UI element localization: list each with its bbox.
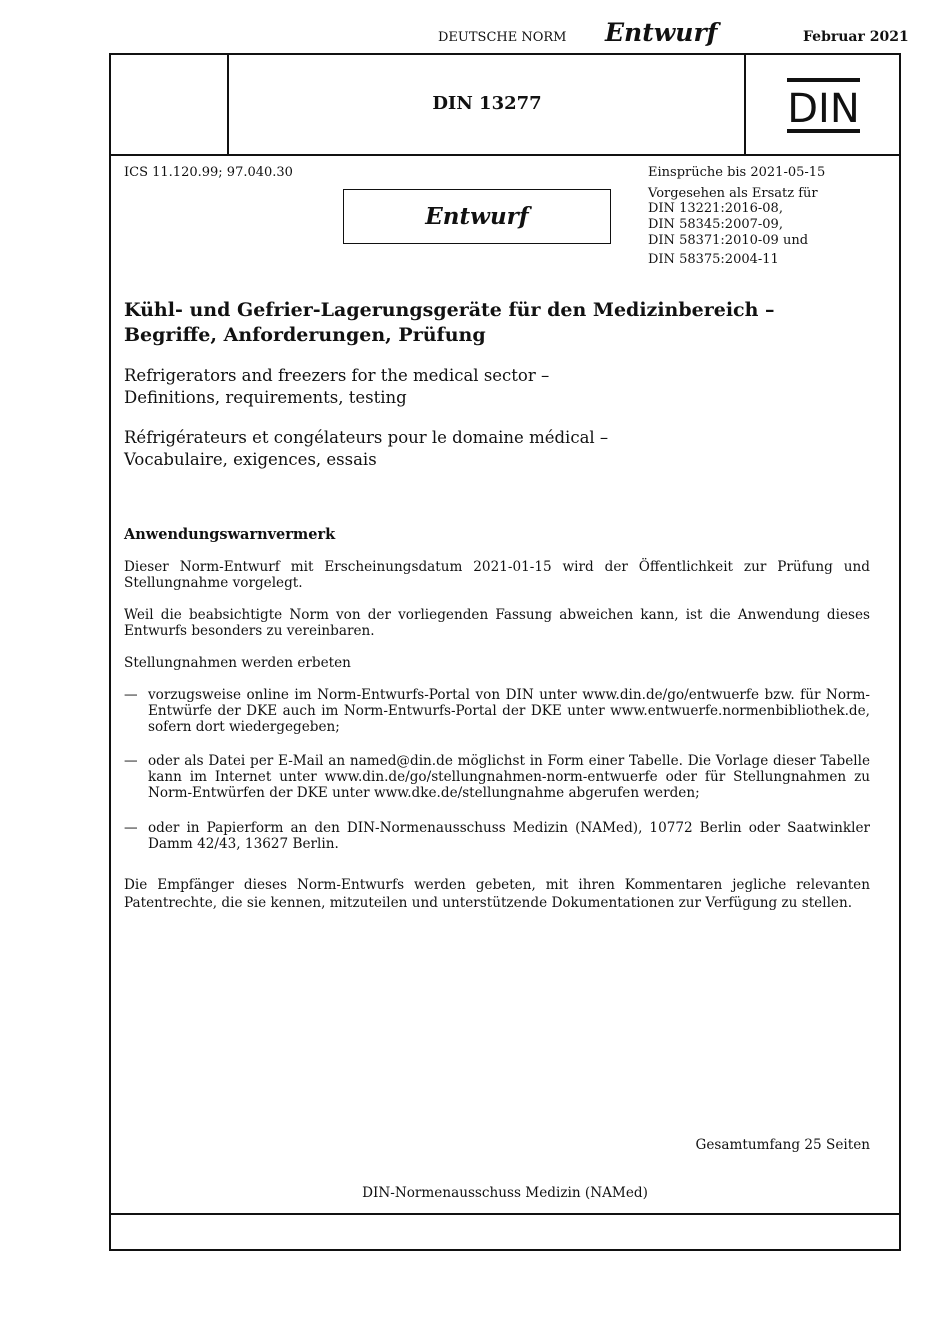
notice-paragraph: Dieser Norm-Entwurf mit Erscheinungsdatum 2021-01-15 wird der Öffentlichkeit zur Prüfung und Stellungnahme vorgelegt. bbox=[124, 559, 870, 591]
header-left-divider bbox=[227, 53, 229, 155]
header-right-divider bbox=[744, 53, 746, 155]
draft-box: Entwurf bbox=[343, 189, 611, 244]
bullet-dash: — bbox=[124, 820, 138, 836]
replacement-item: DIN 58345:2007-09, bbox=[648, 217, 783, 232]
list-item-text: vorzugsweise online im Norm-Entwurfs-Portal von DIN unter www.din.de/go/entwuerfe bzw. für Norm-Entwürfe der DKE auch im Norm-Entwurfs-Portal der DKE unter www.entwuerfe.normenbibliothek.de, sofern dort wiedergegeben; bbox=[148, 687, 870, 735]
committee-name: DIN-Normenausschuss Medizin (NAMed) bbox=[362, 1185, 648, 1201]
notice-paragraph: Weil die beabsichtigte Norm von der vorliegenden Fassung abweichen kann, ist die Anwendung dieses Entwurfs besonders zu vereinbaren. bbox=[124, 607, 870, 639]
title-german-line1: Kühl- und Gefrier-Lagerungsgeräte für den Medizinbereich – bbox=[124, 299, 775, 321]
title-french-line2: Vocabulaire, exigences, essais bbox=[124, 450, 377, 469]
objection-deadline: Einsprüche bis 2021-05-15 bbox=[648, 165, 826, 180]
standard-type-label: DEUTSCHE NORM bbox=[438, 30, 567, 45]
title-french-line1: Réfrigérateurs et congélateurs pour le domaine médical – bbox=[124, 428, 609, 447]
draft-status-label: Entwurf bbox=[605, 18, 718, 47]
list-item bbox=[124, 687, 870, 735]
footer-divider bbox=[109, 1213, 901, 1215]
notice-heading: Anwendungswarnvermerk bbox=[124, 526, 336, 543]
publication-date: Februar 2021 bbox=[803, 29, 909, 45]
bullet-dash: — bbox=[124, 687, 138, 703]
din-logo bbox=[787, 78, 860, 133]
bullet-dash: — bbox=[124, 753, 138, 769]
list-item bbox=[124, 820, 870, 852]
ics-code: ICS 11.120.99; 97.040.30 bbox=[124, 165, 293, 180]
total-pages: Gesamtumfang 25 Seiten bbox=[695, 1137, 870, 1153]
din-number: DIN 13277 bbox=[432, 93, 542, 114]
title-german bbox=[124, 298, 884, 348]
title-english-line2: Definitions, requirements, testing bbox=[124, 388, 407, 407]
list-item-text: oder in Papierform an den DIN-Normenausschuss Medizin (NAMed), 10772 Berlin oder Saatwinkler Damm 42/43, 13627 Berlin. bbox=[148, 820, 870, 852]
replacement-item: DIN 13221:2016-08, bbox=[648, 201, 783, 216]
title-english bbox=[124, 365, 884, 409]
replacement-item: DIN 58375:2004-11 bbox=[648, 252, 779, 267]
replacement-item: DIN 58371:2010-09 und bbox=[648, 233, 809, 248]
title-english-line1: Refrigerators and freezers for the medical sector – bbox=[124, 366, 550, 385]
replacement-intro: Vorgesehen als Ersatz für bbox=[648, 186, 818, 201]
list-item bbox=[124, 753, 870, 801]
title-french bbox=[124, 427, 884, 471]
notice-paragraph: Die Empfänger dieses Norm-Entwurfs werden gebeten, mit ihren Kommentaren jegliche relevanten Patentrechte, die sie kennen, mitzuteilen und unterstützende Dokumentationen zur Verfügung zu stellen. bbox=[124, 877, 870, 911]
notice-paragraph: Stellungnahmen werden erbeten bbox=[124, 655, 351, 671]
title-german-line2: Begriffe, Anforderungen, Prüfung bbox=[124, 324, 486, 346]
list-item-text: oder als Datei per E-Mail an named@din.de möglichst in Form einer Tabelle. Die Vorlage dieser Tabelle kann im Internet unter www.din.de/go/stellungnahmen-norm-entwuerfe oder für Stellungnahmen zu Norm-Entwürfen der DKE unter www.dke.de/stellungnahme abgerufen werden; bbox=[148, 753, 870, 801]
din-logo-text: DIN bbox=[787, 86, 860, 132]
